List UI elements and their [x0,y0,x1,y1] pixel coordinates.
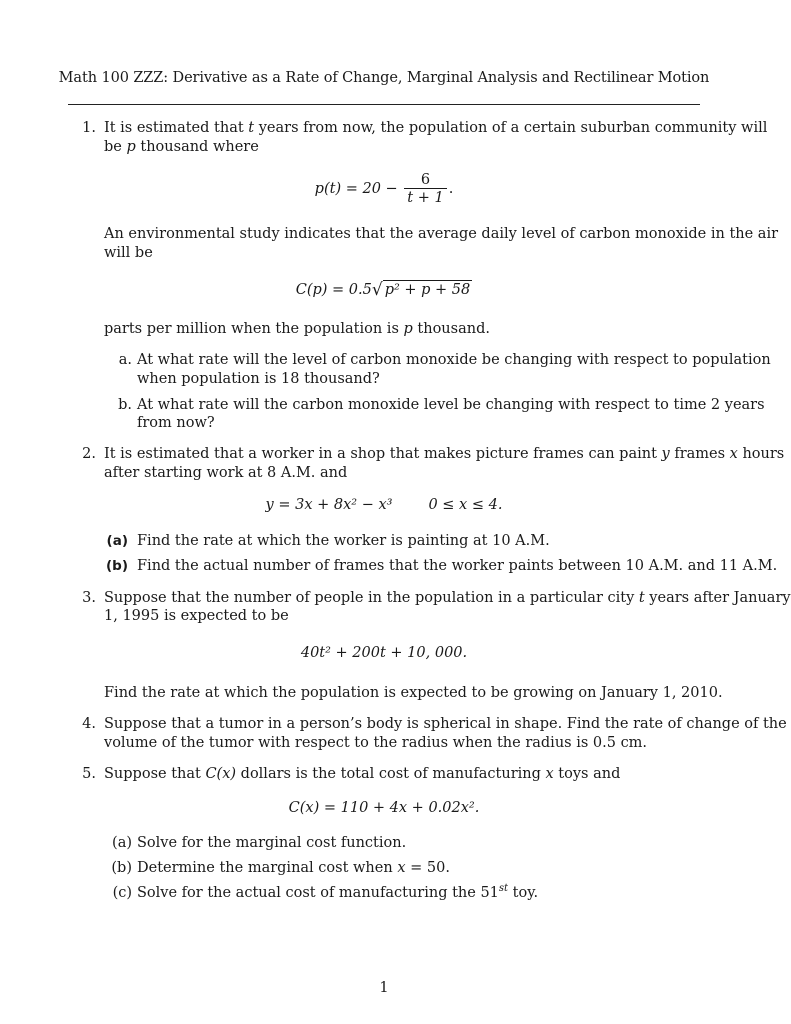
problem-1-part-b-label: b. [118,397,132,413]
sqrt-icon: √ [371,280,383,300]
problem-1-part-a-line-2: when population is 18 thousand? [137,371,380,387]
problem-2-part-a-label: (a) [106,533,128,549]
problem-1-para3: parts per million when the population is p thousand. [104,321,490,337]
problem-5-part-b-label: (b) [111,860,132,876]
problem-2-part-b-text: Find the actual number of frames that the worker paints between 10 A.M. and 11 A.M. [137,558,778,574]
problem-2-line-2: after starting work at 8 A.M. and [104,465,348,481]
eq1-period: . [448,181,454,197]
problem-1-part-b-line-2: from now? [137,415,215,431]
problem-2-equation [0,497,768,513]
page-number: 1 [379,980,389,996]
eq1-lhs: p(t) = 20 − [314,181,398,197]
problem-3-para2: Find the rate at which the population is expected to be growing on January 1, 2010. [104,685,723,701]
problem-5-number: 5. [82,766,96,782]
problem-1-number: 1. [82,120,96,136]
problem-2-number: 2. [82,446,96,462]
problem-1-part-a-label: a. [118,352,132,368]
problem-5-part-c-label: (c) [112,885,132,901]
problem-5-part-a-text: Solve for the marginal cost function. [137,835,407,851]
problem-3-line-1: Suppose that the number of people in the population in a particular city t years after January [104,590,791,606]
page-title: Math 100 ZZZ: Derivative as a Rate of Change, Marginal Analysis and Rectilinear Motion [58,70,710,86]
problem-1-line-1: It is estimated that t years from now, the population of a certain suburban community will [104,120,768,136]
problem-1-para2-line-1: An environmental study indicates that the average daily level of carbon monoxide in the air [104,226,779,242]
eq2-radicand: p² + p + 58 [384,282,471,298]
problem-3-number: 3. [82,590,96,606]
problem-1-part-a-line-1: At what rate will the level of carbon monoxide be changing with respect to population [137,352,771,368]
problem-4-line-2: volume of the tumor with respect to the radius when the radius is 0.5 cm. [104,735,648,751]
problem-4-number: 4. [82,716,96,732]
problem-3-line-2: 1, 1995 is expected to be [104,608,289,624]
problem-1-equation-p [0,172,768,206]
problem-2-part-b-label: (b) [105,558,128,574]
eq3-condition: 0 ≤ x ≤ 4. [428,497,503,513]
eq3-expression: y = 3x + 8x² − x³ [265,497,393,513]
problem-2-line-1: It is estimated that a worker in a shop that makes picture frames can paint y frames x hours [104,446,785,462]
problem-1-para2-line-2: will be [104,245,153,261]
problem-4-line-1: Suppose that a tumor in a person’s body is spherical in shape. Find the rate of change of the [104,716,787,732]
problem-3-equation: 40t² + 200t + 10, 000. [300,645,468,661]
problem-5-part-b-text: Determine the marginal cost when x = 50. [137,860,450,876]
problem-5-part-c-text: Solve for the actual cost of manufacturing the 51st toy. [137,883,539,901]
problem-5-equation: C(x) = 110 + 4x + 0.02x². [288,800,480,816]
problem-5-part-a-label: (a) [112,835,132,851]
eq1-numerator: 6 [420,172,431,188]
eq2-lhs: C(p) = 0.5 [295,282,372,298]
problem-5-line-1: Suppose that C(x) dollars is the total cost of manufacturing x toys and [104,766,621,782]
eq1-denominator: t + 1 [404,188,446,206]
problem-1-line-2: be p thousand where [104,139,259,155]
problem-2-part-a-text: Find the rate at which the worker is painting at 10 A.M. [137,533,550,549]
problem-1-equation-c [0,279,768,299]
title-rule [68,104,700,105]
problem-1-part-b-line-1: At what rate will the carbon monoxide level be changing with respect to time 2 years [137,397,765,413]
eq1-fraction [404,172,446,206]
